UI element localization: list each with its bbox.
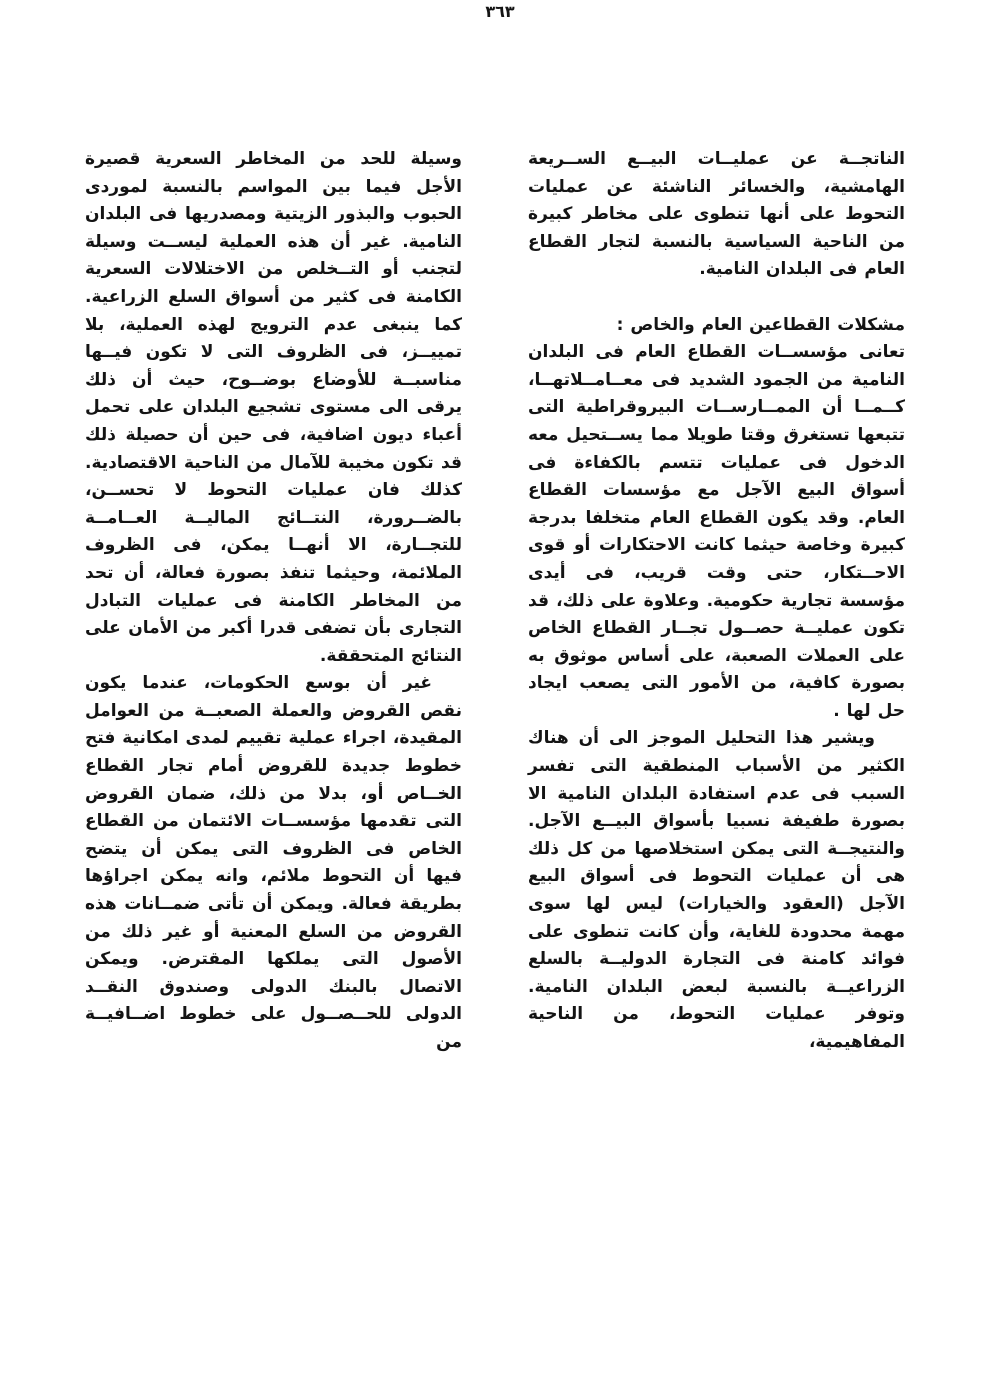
paragraph-continuation: وسيلة للحد من المخاطر السعرية قصيرة الأجل فيما بين المواسم بالنسبة لموردى الحبوب والبذور الزيتية ومصدريها فى البلدان النامية. غير أن هذه العملية ليســت وسيلة لتجنب أو التــخلص من الاختلالات السعرية الكامنة فى كثير من أسواق السلع الزراعية. كما ينبغى عدم الترويج لهذه العملية، بلا تمييــز، فى الظروف التى لا تكون فيــها مناسبــة للأوضاع بوضــوح، حيث أن ذلك يرقى الى مستوى تشجيع البلدان على تحمل أعباء ديون اضافية، فى حين أن حصيلة ذلك قد تكون مخيبة للآمال من الناحية الاقتصادية. كذلك فان عمليات التحوط لا تحســن، بالضــرورة، النتــائج الماليــة العــامــة للتجــارة، الا أنهــا يمكن، فى الظروف الملائمة، وحيثما تنفذ بصورة فعالة، أن تحد من المخاطر الكامنة فى عمليات التبادل التجارى بأن تضفى قدرا أكبر من الأمان على النتائج المتحققة. bbox=[85, 149, 462, 666]
column-left bbox=[85, 146, 462, 1057]
column-right bbox=[528, 146, 905, 1057]
paragraph: ويشير هذا التحليل الموجز الى أن هناك الكثير من الأسباب المنطقية التى تفسر السبب فى عدم استفادة البلدان النامية الا بصورة طفيفة نسبيا بأسواق البيــع الآجل. والنتيجــة التى يمكن استخلاصها من كل ذلك هى أن عمليات التحوط فى أسواق البيع الآجل (العقود والخيارات) ليس لها سوى مهمة محدودة للغاية، وأن كانت تنطوى على فوائد كامنة فى التجارة الدوليــة بالسلع الزراعيــة بالنسبة لبعض البلدان النامية. وتوفر عمليات التحوط، من الناحية المفاهيمية، bbox=[528, 728, 905, 1052]
paragraph: تعانى مؤسســات القطاع العام فى البلدان النامية من الجمود الشديد فى معــامــلاتهــا، كــمــا أن الممــارســات البيروقراطية التى تتبعها تستغرق وقتا طويلا مما يســتحيل معه الدخول فى عمليات تتسم بالكفاءة فى أسواق البيع الآجل مع مؤسسات القطاع العام. وقد يكون القطاع العام متخلفا بدرجة كبيرة وخاصة حيثما كانت الاحتكارات أو قوى الاحــتكار، حتى وقت قريب، فى أيدى مؤسسة تجارية حكومية. وعلاوة على ذلك، قد تكون عمليــة حصــول تجــار القطاع الخاص على العملات الصعبة، على أساس موثوق به بصورة كافية، من الأمور التى يصعب ايجاد حل لها . bbox=[528, 342, 905, 721]
paragraph: غير أن بوسع الحكومات، عندما يكون نقص القروض والعملة الصعبــة من العوامل المقيدة، اجراء عملية تقييم لمدى امكانية فتح خطوط جديدة للقروض أمام تجار القطاع الخــاص أو، بدلا من ذلك، ضمان القروض التى تقدمها مؤسســات الائتمان من القطاع الخاص فى الظروف التى يمكن أن يتضح فيها أن التحوط ملائم، وانه يمكن اجراؤها بطريقة فعالة. ويمكن أن تأتى ضمــانات هذه القروض من السلع المعنية أو غير ذلك من الأصول التى يملكها المقترض. ويمكن الاتصال بالبنك الدولى وصندوق النقــد الدولى للحــصــول على خطوط اضــافيــة من bbox=[85, 673, 462, 1052]
page-number: ٣٦٣ bbox=[485, 2, 515, 21]
section-heading: مشكلات القطاعين العام والخاص : bbox=[616, 314, 905, 335]
paragraph-continuation: الناتجــة عن عمليــات البيــع الســريعة الهامشية، والخسائر الناشئة عن عمليات التحوط على أنها تنطوى على مخاطر كبيرة من الناحية السياسية بالنسبة لتجار القطاع العام فى البلدان النامية. bbox=[528, 149, 905, 280]
